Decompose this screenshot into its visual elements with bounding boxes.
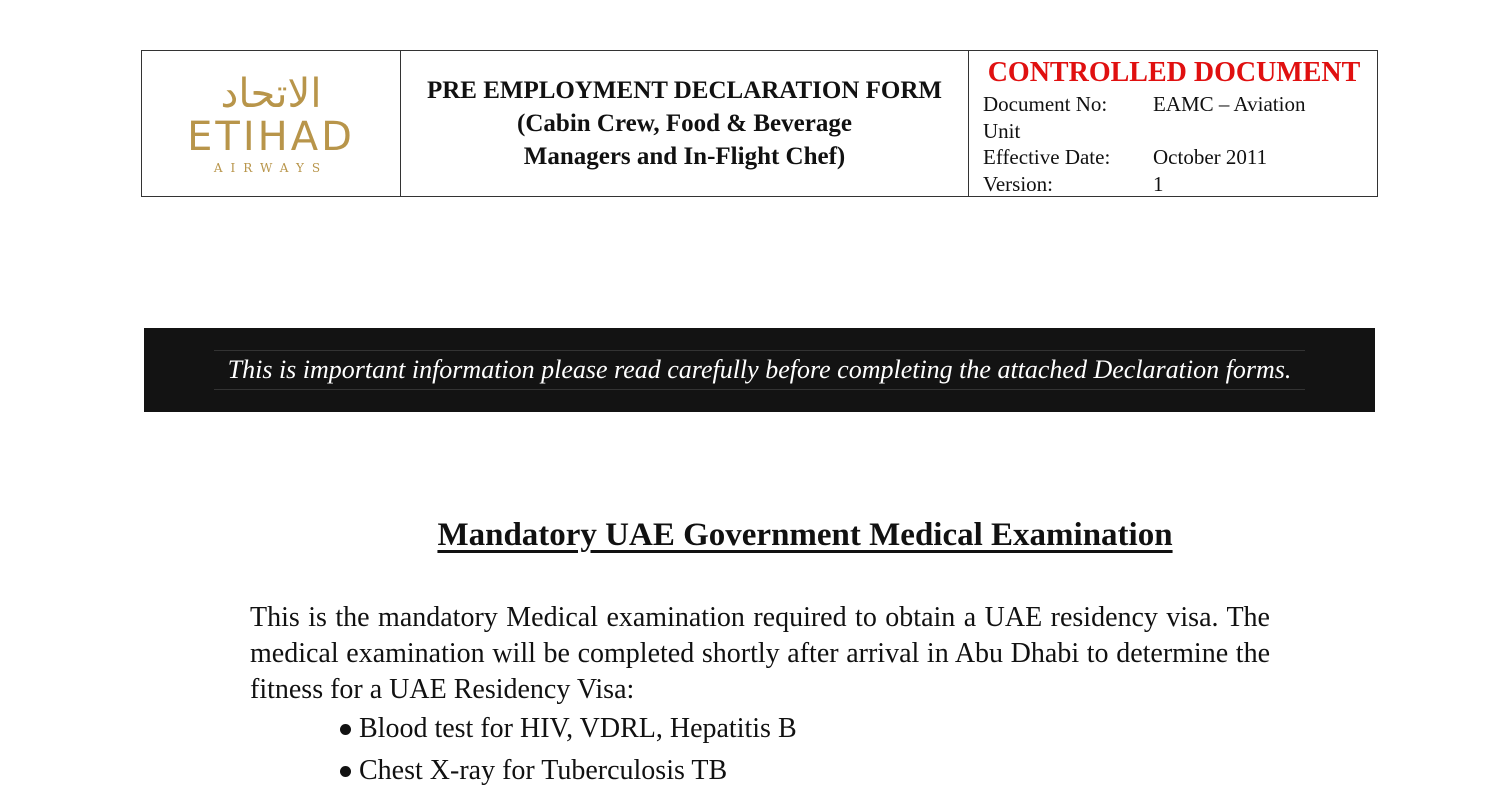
version-value: 1 (1153, 171, 1164, 196)
effective-date-value: October 2011 (1153, 145, 1268, 169)
banner-text: This is important information please read carefully before completing the attached Declaration forms. (214, 350, 1306, 390)
document-number-row (983, 91, 1365, 118)
list-item (340, 708, 797, 750)
list-item (340, 750, 797, 792)
document-number-value-cont: Unit (983, 118, 1021, 143)
bullet-icon (340, 724, 351, 735)
logo-subtitle: AIRWAYS (213, 160, 329, 175)
form-title-line-2: (Cabin Crew, Food & Beverage (517, 110, 852, 137)
effective-date-row (983, 144, 1365, 171)
document-header-table (141, 50, 1378, 197)
exam-bullet-list (340, 708, 797, 792)
bullet-icon (340, 766, 351, 777)
form-title (401, 51, 969, 196)
bullet-text: Blood test for HIV, VDRL, Hepatitis B (359, 713, 797, 744)
etihad-logo (142, 51, 401, 196)
logo-arabic-text: الاتحاد (220, 70, 322, 117)
effective-date-label: Effective Date: (983, 145, 1111, 169)
logo-wordmark: ETIHAD (187, 113, 355, 160)
section-title: Mandatory UAE Government Medical Examination (437, 517, 1173, 553)
controlled-document-label: CONTROLLED DOCUMENT (987, 57, 1361, 88)
version-row (983, 171, 1365, 198)
form-title-line-1: PRE EMPLOYMENT DECLARATION FORM (426, 77, 943, 104)
important-info-banner (144, 328, 1375, 412)
medical-exam-paragraph: This is the mandatory Medical examination required to obtain a UAE residency visa. The medical examination will be completed shortly after arrival in Abu Dhabi to determine the fitness for a UAE Residency Visa: (250, 602, 1270, 705)
document-meta (969, 51, 1377, 196)
form-title-line-3: Managers and In-Flight Chef) (523, 143, 846, 170)
document-number-value: EAMC – Aviation (1153, 92, 1306, 116)
document-number-label: Document No: (983, 92, 1108, 116)
version-label: Version: (983, 171, 1053, 196)
bullet-text: Chest X-ray for Tuberculosis TB (359, 755, 728, 786)
